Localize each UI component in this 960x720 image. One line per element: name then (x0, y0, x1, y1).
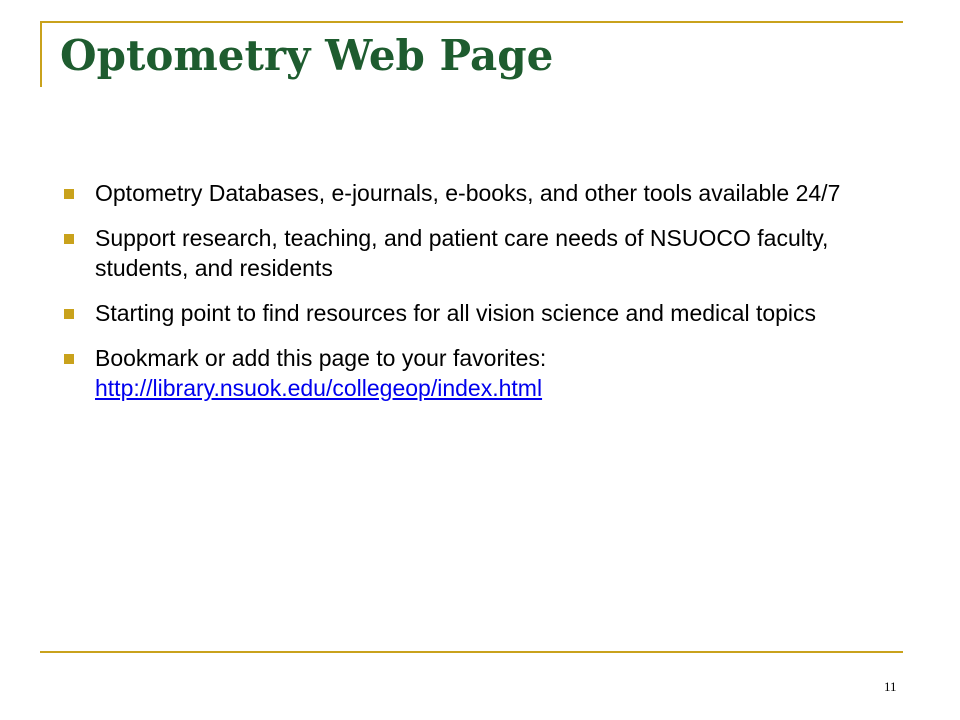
bullet-text: Bookmark or add this page to your favorites: (95, 345, 547, 371)
bullet-item-starting-point (64, 298, 884, 328)
bullet-item-databases (64, 178, 884, 208)
library-url-link[interactable]: http://library.nsuok.edu/collegeop/index.html (95, 375, 543, 401)
square-bullet-icon (64, 354, 74, 364)
square-bullet-icon (64, 234, 74, 244)
bullet-text: Optometry Databases, e-journals, e-books, and other tools available 24/7 (95, 180, 841, 206)
bullet-text: Starting point to find resources for all vision science and medical topics (95, 300, 817, 326)
page-number: 11 (884, 679, 897, 694)
bullet-text: Support research, teaching, and patient care needs of NSUOCO faculty, students, and residents (95, 225, 829, 281)
frame-top-rule (40, 21, 903, 23)
bullet-list (64, 178, 884, 418)
bullet-item-bookmark (64, 343, 884, 403)
square-bullet-icon (64, 189, 74, 199)
bullet-item-support (64, 223, 884, 283)
frame-bottom-rule (40, 651, 903, 653)
frame-left-rule (40, 21, 42, 87)
slide-title: Optometry Web Page (60, 31, 554, 80)
square-bullet-icon (64, 309, 74, 319)
